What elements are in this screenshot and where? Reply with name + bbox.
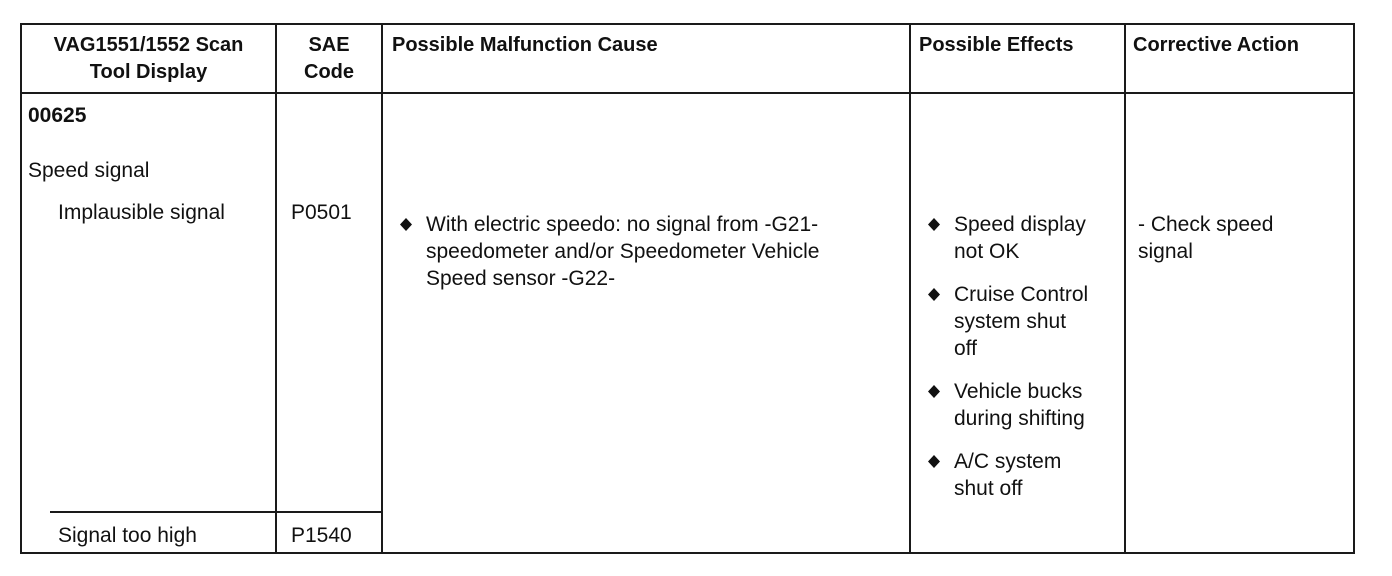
condition-too-high: Signal too high: [58, 524, 197, 547]
diamond-bullet-icon: [928, 218, 940, 231]
header-possible-effects: Possible Effects: [919, 34, 1074, 56]
sae-code: P1540: [291, 524, 352, 547]
condition-implausible: Implausible signal: [58, 201, 225, 224]
column-divider: [275, 23, 277, 554]
header-scan-tool-display: VAG1551/1552 Scan Tool Display: [53, 34, 244, 83]
column-divider: [381, 23, 383, 554]
header-malfunction-cause: Possible Malfunction Cause: [392, 34, 658, 56]
row-divider: [50, 511, 383, 513]
fault-code: 00625: [28, 104, 87, 127]
header-corrective-action: Corrective Action: [1133, 34, 1299, 56]
corrective-action: - Check speed signal: [1138, 213, 1274, 263]
header-sae-code: SAE Code: [304, 34, 354, 83]
column-divider: [1124, 23, 1126, 554]
diamond-bullet-icon: [400, 218, 412, 231]
sae-code: P0501: [291, 201, 352, 224]
diamond-bullet-icon: [928, 385, 940, 398]
component-name: Speed signal: [28, 159, 150, 182]
column-divider: [909, 23, 911, 554]
diamond-bullet-icon: [928, 455, 940, 468]
diamond-bullet-icon: [928, 288, 940, 301]
header-divider: [20, 92, 1355, 94]
